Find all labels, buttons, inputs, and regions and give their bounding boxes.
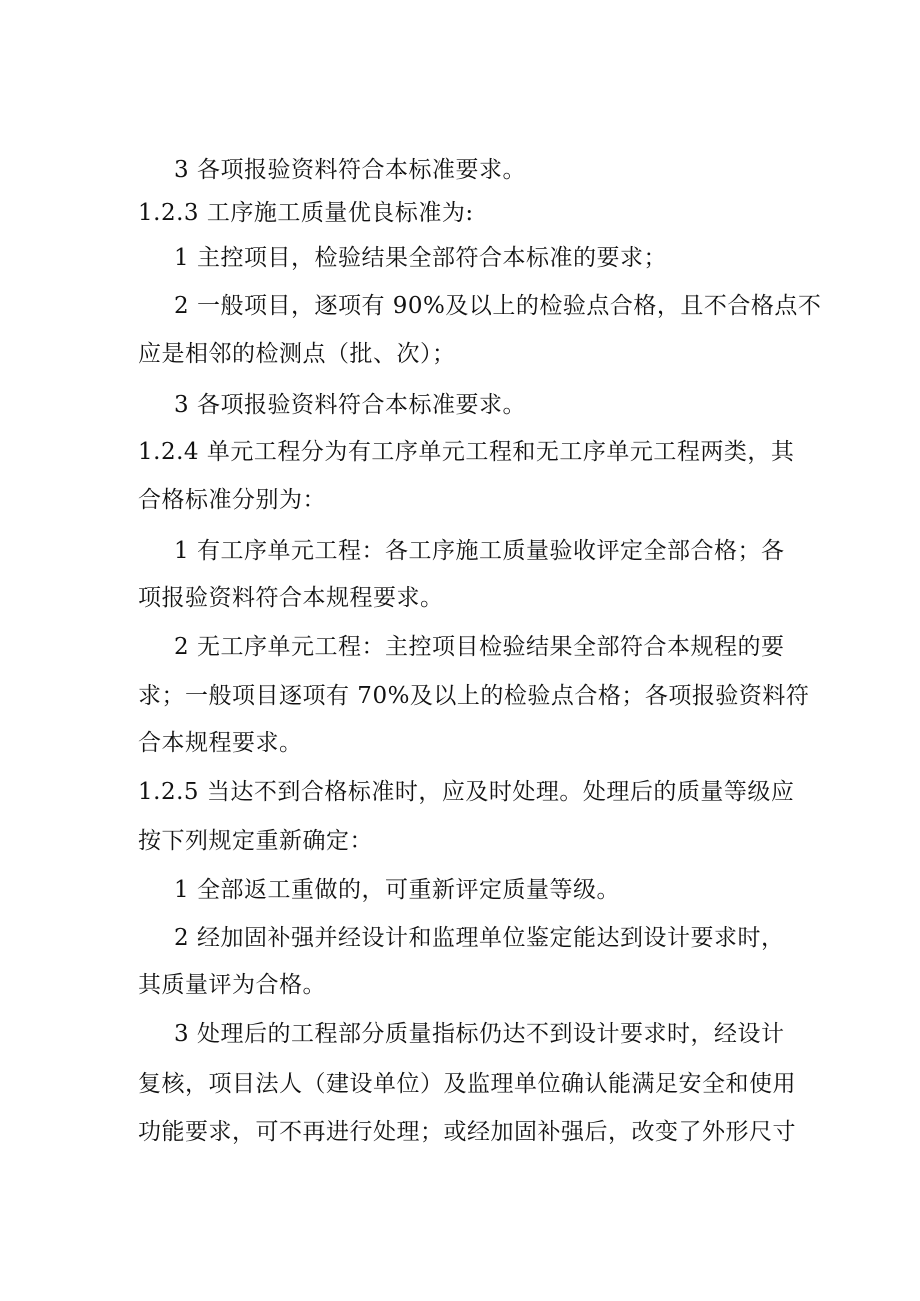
paragraph-line-1: 3 各项报验资料符合本标准要求。 <box>174 157 526 183</box>
section-heading-1-2-3: 1.2.3 工序施工质量优良标准为: <box>138 200 474 226</box>
paragraph-line-5: 应是相邻的检测点（批、次）； <box>138 341 456 367</box>
paragraph-line-20: 复核，项目法人（建设单位）及监理单位确认能满足安全和使用 <box>138 1071 796 1097</box>
paragraph-line-8: 合格标准分别为： <box>138 487 326 513</box>
paragraph-line-12: 求；一般项目逐项有 70%及以上的检验点合格；各项报验资料符 <box>138 683 810 709</box>
paragraph-line-10: 项报验资料符合本规程要求。 <box>138 585 444 611</box>
paragraph-line-6: 3 各项报验资料符合本标准要求。 <box>174 392 526 418</box>
paragraph-line-4: 2 一般项目，逐项有 90%及以上的检验点合格，且不合格点不 <box>174 293 822 319</box>
paragraph-line-17: 2 经加固补强并经设计和监理单位鉴定能达到设计要求时， <box>174 925 785 951</box>
paragraph-line-19: 3 处理后的工程部分质量指标仍达不到设计要求时，经设计 <box>174 1021 785 1047</box>
paragraph-line-11: 2 无工序单元工程：主控项目检验结果全部符合本规程的要 <box>174 634 785 660</box>
paragraph-line-9: 1 有工序单元工程：各工序施工质量验收评定全部合格；各 <box>174 538 785 564</box>
paragraph-line-13: 合本规程要求。 <box>138 730 303 756</box>
section-heading-1-2-4: 1.2.4 单元工程分为有工序单元工程和无工序单元工程两类，其 <box>138 439 795 465</box>
paragraph-line-3: 1 主控项目，检验结果全部符合本标准的要求； <box>174 245 667 271</box>
paragraph-line-15: 按下列规定重新确定： <box>138 828 373 854</box>
section-heading-1-2-5: 1.2.5 当达不到合格标准时，应及时处理。处理后的质量等级应 <box>138 779 795 805</box>
paragraph-line-16: 1 全部返工重做的，可重新评定质量等级。 <box>174 877 620 903</box>
paragraph-line-21: 功能要求，可不再进行处理；或经加固补强后，改变了外形尺寸 <box>138 1119 796 1145</box>
paragraph-line-18: 其质量评为合格。 <box>138 972 326 998</box>
